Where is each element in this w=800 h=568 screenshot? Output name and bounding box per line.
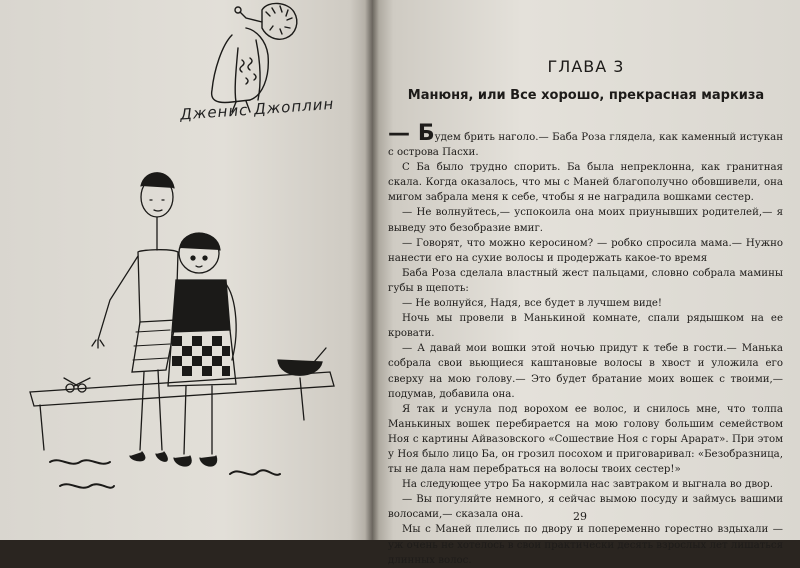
paragraph: — Не волнуйся, Надя, все будет в лучшем виде!: [402, 298, 663, 310]
body-text: [388, 121, 783, 568]
illustration-caption: Дженис Джоплин: [179, 94, 335, 124]
paragraph: Ночь мы провели в Манькиной комнате, спали рядышком на ее кровати.: [388, 313, 783, 340]
paragraph: Мы с Маней плелись по двору и попеременно горестно вздыхали — уж очень не хотелось в свои практически десять взрослых лет лишаться длинных волос.: [388, 524, 783, 566]
paragraph: Баба Роза сделала властный жест пальцами, словно собрала мамины губы в щепоть:: [388, 267, 783, 294]
page-number: 29: [573, 510, 587, 523]
illustration-girls-on-bench: [0, 0, 372, 540]
paragraph: С Ба было трудно спорить. Ба была непреклонна, как гранитная скала. Когда оказалось, что мы с Маней благополучно обовшивели, она мигом забрала меня к себе, чтобы я не наградила вошками сестер.: [388, 162, 783, 204]
paragraph: [388, 121, 783, 160]
left-page: [0, 0, 372, 540]
paragraph-text: удем брить наголо.— Баба Роза глядела, как каменный истукан с острова Пасхи.: [388, 132, 783, 159]
book-gutter: [365, 0, 379, 540]
paragraph: — А давай мои вошки этой ночью придут к тебе в гости.— Манька собрала свои вьющиеся каштановые волосы в хвост и уложила его сверху на мою голову.— Это будет братание моих вошек с твоими,— подумав, добавила она.: [388, 343, 783, 400]
paragraph: — Не волнуйтесь,— успокоила она моих приунывших родителей,— я выведу это безобразие вмиг.: [388, 207, 783, 234]
paragraph: — Говорят, что можно керосином? — робко спросила мама.— Нужно нанести его на сухие волосы и продержать какое-то время: [388, 237, 783, 264]
drop-cap: — Б: [388, 121, 435, 146]
paragraph: — Вы погуляйте немного, я сейчас вымою посуду и займусь вашими волосами,— сказала она.: [388, 494, 783, 521]
paragraph: На следующее утро Ба накормила нас завтраком и выгнала во двор.: [402, 479, 773, 491]
chapter-heading: ГЛАВА 3: [547, 57, 625, 76]
paragraph: Я так и уснула под ворохом ее волос, и снилось мне, что толпа Манькиных вошек перебирается на мою голову большим семейством Ноя с картины Айвазовского «Сошествие Ноя с горы Арарат». При этом у Ноя было лицо Ба, он грозил посохом и приговаривал: «Безобразница, ты не дала нам перебраться на волосы твоих сестер!»: [388, 403, 783, 476]
chapter-title: Манюня, или Все хорошо, прекрасная маркиза: [407, 88, 765, 103]
